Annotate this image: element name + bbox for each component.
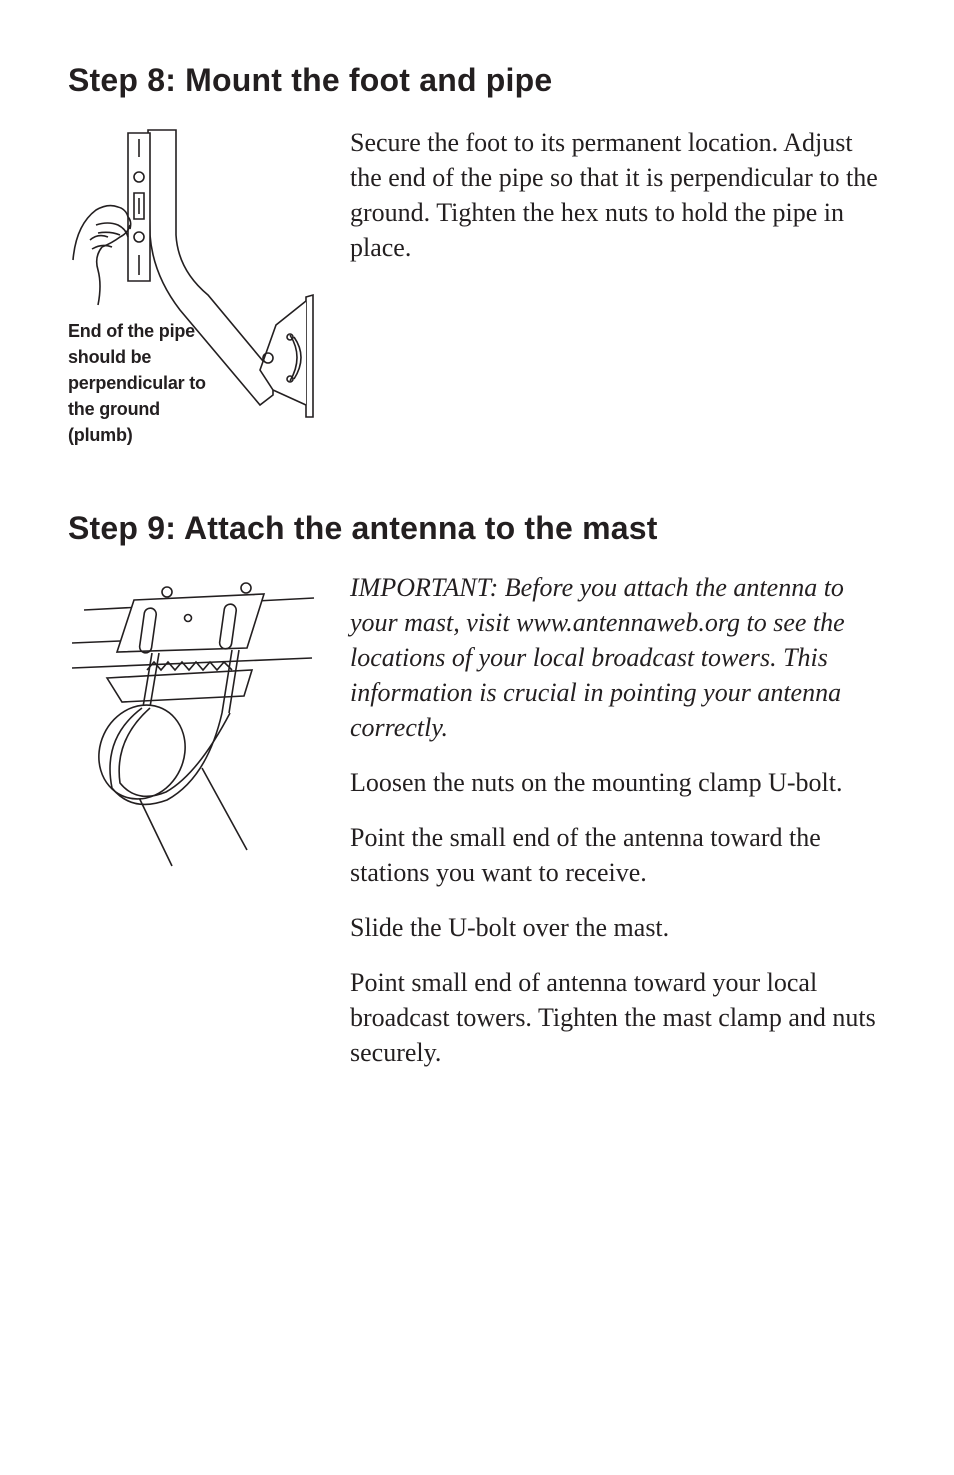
mast-clamp-ubolt-illustration: [72, 578, 320, 868]
step-9-paragraph-3: Slide the U-bolt over the mast.: [350, 913, 670, 942]
step-8-instructions: [350, 125, 880, 285]
step-9-heading: Step 9: Attach the antenna to the mast: [68, 510, 658, 546]
step-9-paragraph-2: Point the small end of the antenna toward the stations you want to receive.: [350, 823, 821, 887]
step-8-caption: End of the pipe should be perpendicular to the ground (plumb): [68, 321, 206, 445]
step-9-paragraph-4: Point small end of antenna toward your local broadcast towers. Tighten the mast clamp and nuts securely.: [350, 968, 876, 1067]
important-notice: IMPORTANT: Before you attach the antenna to your mast, visit www.antennaweb.org to see the locations of your local broadcast towers. This information is crucial in pointing your antenna correctly.: [350, 573, 845, 742]
step-8-heading: Step 8: Mount the foot and pipe: [68, 62, 553, 98]
step-9-paragraph-1: Loosen the nuts on the mounting clamp U-bolt.: [350, 768, 843, 797]
step-8-paragraph: Secure the foot to its permanent location. Adjust the end of the pipe so that it is perpendicular to the ground. Tighten the hex nuts to hold the pipe in place.: [350, 128, 878, 262]
step-9-instructions: [350, 570, 880, 1090]
